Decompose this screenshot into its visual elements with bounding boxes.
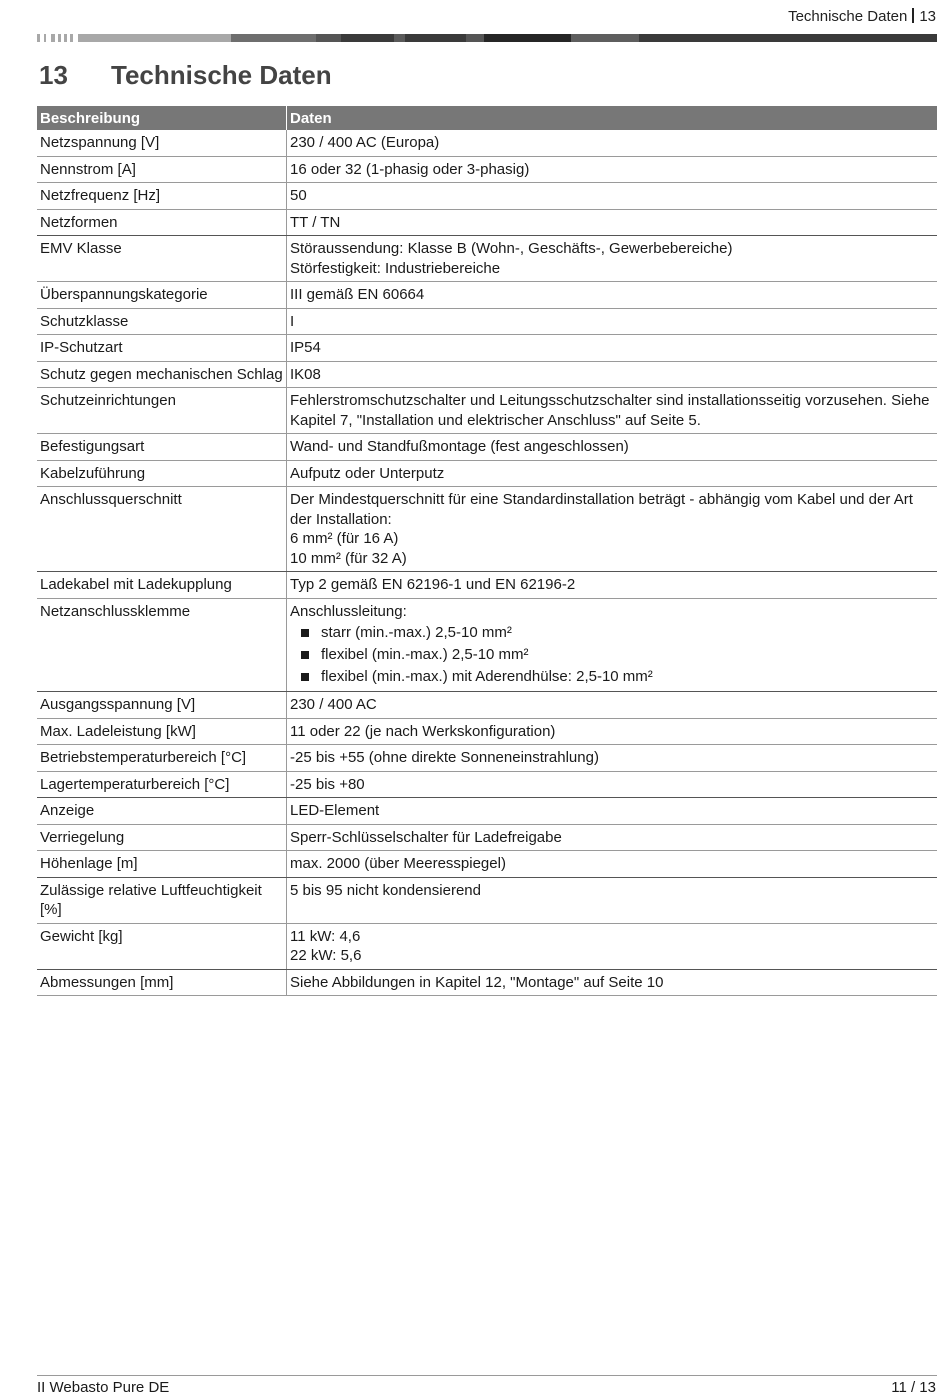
spec-value-line: Sperr-Schlüsselschalter für Ladefreigabe	[290, 828, 562, 846]
table-row	[37, 572, 937, 599]
spec-value-line: 22 kW: 5,6	[290, 947, 362, 964]
stripe-segment	[37, 34, 40, 42]
table-row	[37, 282, 937, 309]
column-header-data: Daten	[287, 106, 938, 130]
bullet-item: flexibel (min.-max.) 2,5-10 mm²	[290, 644, 934, 666]
spec-value-line: IK08	[290, 365, 321, 383]
chapter-title	[39, 60, 332, 91]
spec-value-line: 16 oder 32 (1-phasig oder 3-phasig)	[290, 160, 530, 178]
spec-description: Netzfrequenz [Hz]	[37, 183, 287, 210]
stripe-segment	[64, 34, 67, 42]
decorative-stripe	[37, 34, 937, 42]
running-header	[788, 8, 936, 25]
running-header-number: 13	[919, 8, 936, 25]
stripe-segment	[639, 34, 937, 42]
table-row	[37, 183, 937, 210]
spec-description: EMV Klasse	[37, 236, 287, 282]
spec-description: Schutzeinrichtungen	[37, 388, 287, 434]
spec-value-line: III gemäß EN 60664	[290, 286, 425, 303]
spec-value-line: max. 2000 (über Meeresspiegel)	[290, 855, 506, 872]
spec-value-line: Anschlussleitung:	[290, 602, 407, 620]
spec-description: Überspannungskategorie	[37, 282, 287, 309]
stripe-segment	[405, 34, 466, 42]
stripe-segment	[316, 34, 341, 42]
chapter-number: 13	[39, 60, 68, 90]
spec-value-line: Störaussendung: Klasse B (Wohn-, Geschäfts-, Gewerbebereiche)	[290, 240, 733, 257]
spec-value-line: I	[290, 312, 295, 330]
footer-divider	[37, 1375, 937, 1376]
spec-description: Ladekabel mit Ladekupplung	[37, 572, 287, 599]
spec-value	[287, 209, 938, 236]
stripe-segment	[394, 34, 405, 42]
spec-value-line: TT / TN	[290, 213, 341, 231]
spec-description: Kabelzuführung	[37, 460, 287, 487]
table-body	[37, 130, 937, 996]
spec-value	[287, 335, 938, 362]
column-header-description: Beschreibung	[37, 106, 287, 130]
spec-description: Abmessungen [mm]	[37, 969, 287, 996]
spec-value-line: Typ 2 gemäß EN 62196-1 und EN 62196-2	[290, 576, 576, 593]
spec-description: Betriebstemperaturbereich [°C]	[37, 745, 287, 772]
spec-description: Max. Ladeleistung [kW]	[37, 718, 287, 745]
running-header-title: Technische Daten	[788, 8, 908, 25]
stripe-segment	[231, 34, 316, 42]
spec-value	[287, 487, 938, 572]
bullet-item: starr (min.-max.) 2,5-10 mm²	[290, 622, 934, 644]
spec-value-line: 6 mm² (für 16 A)	[290, 530, 399, 547]
spec-value-line: 11 kW: 4,6	[290, 927, 361, 945]
spec-description: Netzanschlussklemme	[37, 598, 287, 692]
chapter-title-text: Technische Daten	[111, 60, 332, 90]
spec-value-line: Der Mindestquerschnitt für eine Standardinstallation beträgt - abhängig vom Kabel und der Art der Installation:	[290, 491, 913, 528]
footer-page-number: 11 / 13	[891, 1379, 936, 1396]
table-row	[37, 798, 937, 825]
table-row	[37, 851, 937, 878]
spec-value	[287, 156, 938, 183]
stripe-segment	[51, 34, 55, 42]
table-row	[37, 692, 937, 719]
table-row	[37, 969, 937, 996]
table-row	[37, 771, 937, 798]
table-row	[37, 718, 937, 745]
spec-value	[287, 308, 938, 335]
spec-description: Netzspannung [V]	[37, 130, 287, 156]
spec-value	[287, 388, 938, 434]
spec-value	[287, 434, 938, 461]
spec-description: Befestigungsart	[37, 434, 287, 461]
spec-value-line: 230 / 400 AC	[290, 696, 377, 713]
table-row	[37, 923, 937, 969]
spec-value-line: Siehe Abbildungen in Kapitel 12, "Montage" auf Seite 10	[290, 973, 664, 991]
table-row	[37, 460, 937, 487]
spec-description: Netzformen	[37, 209, 287, 236]
stripe-segment	[484, 34, 571, 42]
running-header-separator	[912, 8, 914, 23]
spec-value	[287, 798, 938, 825]
stripe-segment	[466, 34, 484, 42]
table-row	[37, 130, 937, 156]
spec-value-line: 50	[290, 187, 307, 204]
spec-value	[287, 923, 938, 969]
bullet-list	[290, 622, 934, 688]
spec-description: Nennstrom [A]	[37, 156, 287, 183]
spec-value	[287, 460, 938, 487]
spec-value	[287, 282, 938, 309]
stripe-segment	[70, 34, 73, 42]
spec-value-line: -25 bis +80	[290, 775, 365, 793]
spec-value-line: 10 mm² (für 32 A)	[290, 549, 407, 567]
table-row	[37, 236, 937, 282]
spec-value-line: LED-Element	[290, 802, 380, 819]
spec-value	[287, 745, 938, 772]
spec-value	[287, 771, 938, 798]
spec-value-line: Störfestigkeit: Industriebereiche	[290, 259, 501, 277]
stripe-segment	[341, 34, 394, 42]
spec-value	[287, 851, 938, 878]
spec-description: Schutzklasse	[37, 308, 287, 335]
spec-value	[287, 969, 938, 996]
table-row	[37, 745, 937, 772]
spec-value-line: 11 oder 22 (je nach Werkskonfiguration)	[290, 722, 556, 740]
spec-value	[287, 692, 938, 719]
spec-description: Gewicht [kg]	[37, 923, 287, 969]
spec-value	[287, 130, 938, 156]
spec-value	[287, 824, 938, 851]
spec-description: Verriegelung	[37, 824, 287, 851]
table-row	[37, 335, 937, 362]
spec-value-line: 5 bis 95 nicht kondensierend	[290, 881, 481, 899]
stripe-segment	[58, 34, 61, 42]
bullet-item: flexibel (min.-max.) mit Aderendhülse: 2,5-10 mm²	[290, 666, 934, 688]
spec-value-line: 230 / 400 AC (Europa)	[290, 134, 440, 151]
table-row	[37, 388, 937, 434]
table-header-row	[37, 106, 937, 130]
table-row	[37, 209, 937, 236]
spec-value	[287, 236, 938, 282]
spec-value-line: IP54	[290, 339, 321, 356]
spec-value	[287, 183, 938, 210]
spec-value	[287, 877, 938, 923]
table-row	[37, 361, 937, 388]
spec-value	[287, 598, 938, 692]
spec-description: IP-Schutzart	[37, 335, 287, 362]
spec-description: Ausgangsspannung [V]	[37, 692, 287, 719]
spec-value-line: -25 bis +55 (ohne direkte Sonneneinstrahlung)	[290, 749, 599, 766]
spec-description: Anschlussquerschnitt	[37, 487, 287, 572]
footer-document-name: II Webasto Pure DE	[37, 1379, 170, 1396]
spec-value-line: Aufputz oder Unterputz	[290, 464, 445, 482]
spec-description: Lagertemperaturbereich [°C]	[37, 771, 287, 798]
stripe-segment	[78, 34, 231, 42]
table-row	[37, 487, 937, 572]
table-row	[37, 877, 937, 923]
stripe-segment	[571, 34, 639, 42]
table-row	[37, 598, 937, 692]
spec-value-line: Fehlerstromschutzschalter und Leitungsschutzschalter sind installationsseitig vorzusehen. Siehe Kapitel 7, "Installation und elektrischer Anschluss" auf Seite 5.	[290, 392, 930, 429]
spec-description: Zulässige relative Luftfeuchtigkeit [%]	[37, 877, 287, 923]
table-row	[37, 824, 937, 851]
table-row	[37, 156, 937, 183]
table-row	[37, 434, 937, 461]
spec-value	[287, 361, 938, 388]
spec-value	[287, 572, 938, 599]
spec-description: Schutz gegen mechanischen Schlag	[37, 361, 287, 388]
table-row	[37, 308, 937, 335]
spec-value-line: Wand- und Standfußmontage (fest angeschlossen)	[290, 438, 629, 455]
stripe-segment	[44, 34, 46, 42]
technical-data-table	[37, 106, 937, 996]
spec-value	[287, 718, 938, 745]
spec-description: Anzeige	[37, 798, 287, 825]
spec-description: Höhenlage [m]	[37, 851, 287, 878]
